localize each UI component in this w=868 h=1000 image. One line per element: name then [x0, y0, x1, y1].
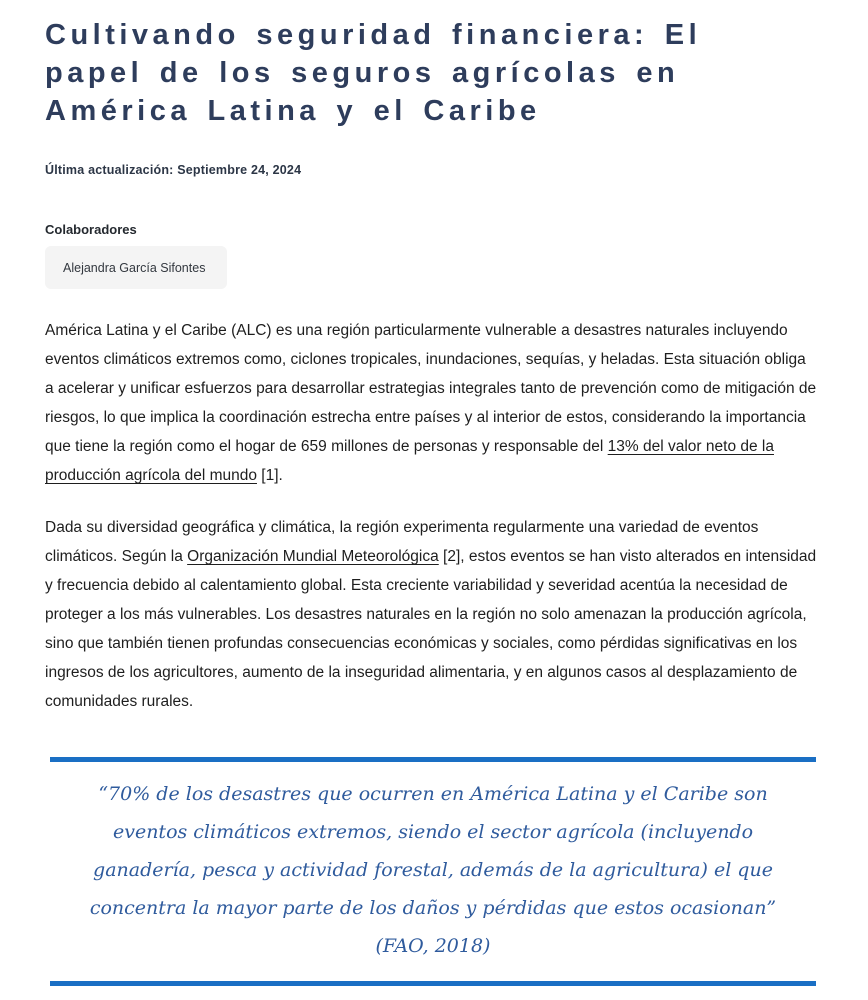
link-net-production-value[interactable]: 13% del valor neto de la producción agrícola del mundo — [45, 438, 774, 484]
fao-quote-text: “70% de los desastres que ocurren en América Latina y el Caribe son eventos climáticos extremos, siendo el sector agrícola (incluyendo ganadería, pesca y actividad forestal, además de la agricultura) el que concentra la mayor parte de los daños y pérdidas que estos ocasionan” (FAO, 2018) — [89, 783, 777, 957]
last-updated-label: Última actualización: Septiembre 24, 2024 — [45, 163, 302, 177]
page-title: Cultivando seguridad financiera: El papel de los seguros agrícolas en América Latina y el Caribe — [45, 19, 702, 127]
paragraph-text: Dada su diversidad geográfica y climática, la región experimenta regularmente una variedad de eventos climáticos. Según la — [45, 519, 759, 565]
paragraph-text: [2], estos eventos se han visto alterados en intensidad y frecuencia debido al calentamiento global. Esta creciente variabilidad y severidad acentúa la necesidad de proteger a los más vulnerables. Los desastres naturales en la región no solo amenazan la producción agrícola, sino que también tienen profundas consecuencias económicas y sociales, como pérdidas significativas en los ingresos de los agricultores, aumento de la inseguridad alimentaria, y en algunos casos al desplazamiento de comunidades rurales. — [45, 548, 817, 710]
link-world-meteorological-organization[interactable]: Organización Mundial Meteorológica — [187, 548, 439, 565]
contributor-chip[interactable] — [45, 246, 227, 289]
fao-quote-block — [50, 757, 816, 986]
paragraph-text: [1]. — [256, 467, 283, 484]
contributor-name: Alejandra García Sifontes — [63, 261, 206, 275]
paragraph-climate-events — [45, 513, 817, 716]
contributors-label: Colaboradores — [45, 222, 137, 237]
paragraph-text: América Latina y el Caribe (ALC) es una región particularmente vulnerable a desastres naturales incluyendo eventos climáticos extremos como, ciclones tropicales, inundaciones, sequías, y heladas. Esta situación obliga a acelerar y unificar esfuerzos para desarrollar estrategias integrales tanto de prevención como de mitigación de riesgos, lo que implica la coordinación estrecha entre países y al interior de estos, considerando la importancia que tiene la región como el hogar de 659 millones de personas y responsable del — [45, 322, 817, 455]
paragraph-region-vulnerability — [45, 316, 817, 490]
